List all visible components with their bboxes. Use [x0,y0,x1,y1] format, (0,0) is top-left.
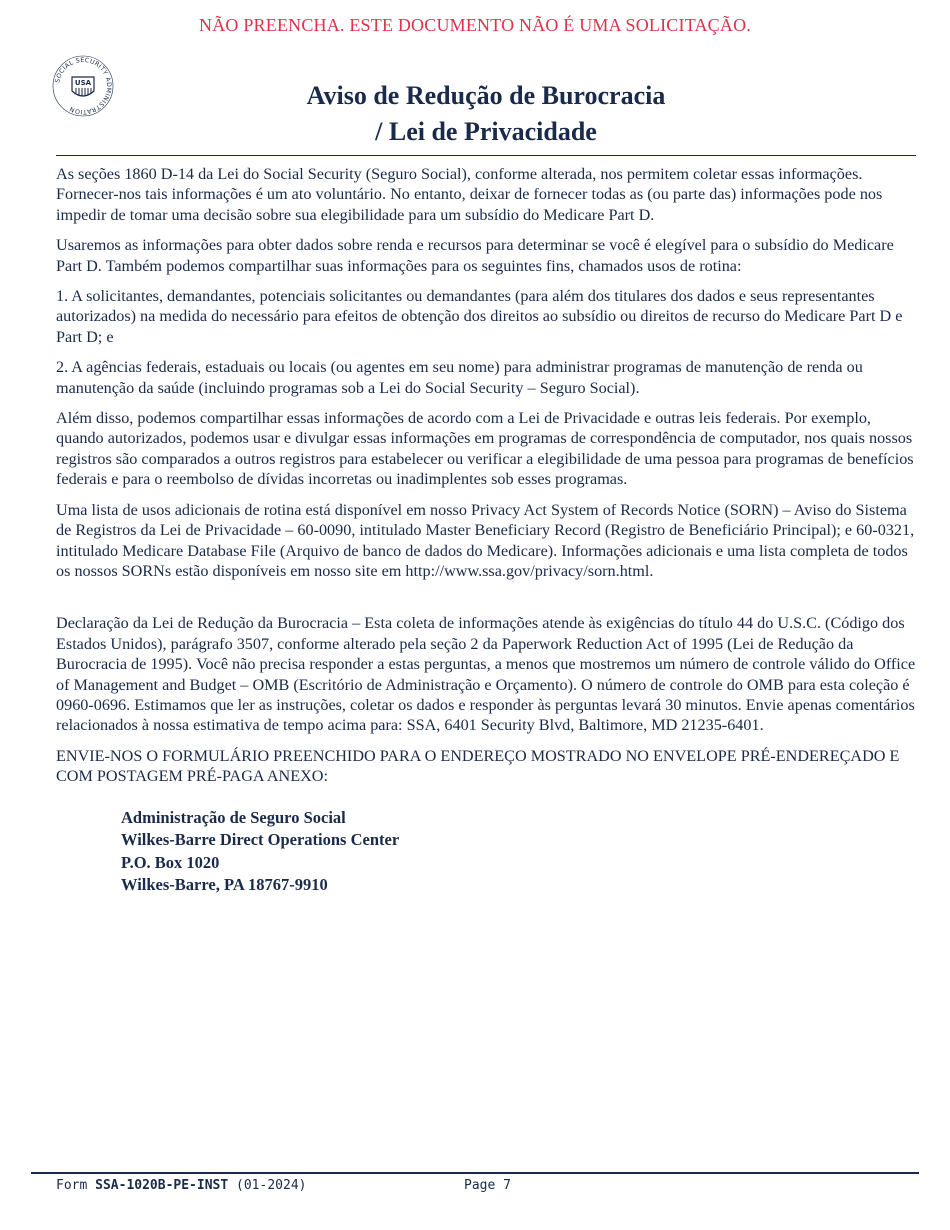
form-date: (01-2024) [236,1178,307,1193]
paragraph-sharing: Além disso, podemos compartilhar essas informações de acordo com a Lei de Privacidade e outras leis federais. Por exemplo, quando autorizados, podemos usar e divulgar essas informações em programas de correspondência de computador, nos quais nossos registros são comparados a outros registros para estabelecer ou verificar a elegibilidade de uma pessoa para programas de benefícios federais e para o reembolso de dívidas incorretas ou inadimplentes sob esses programas. [56,409,914,489]
footer-divider [31,1172,919,1174]
paragraph-usage: Usaremos as informações para obter dados sobre renda e recursos para determinar se você é elegível para o subsídio do Medicare Part D. Também podemos compartilhar suas informações para os seguintes fins, chamados usos de rotina: [56,236,894,275]
title-divider [56,155,916,156]
page-footer [56,1178,511,1193]
address-line-4: Wilkes-Barre, PA 18767-9910 [121,875,328,895]
do-not-fill-warning: NÃO PREENCHA. ESTE DOCUMENTO NÃO É UMA SOLICITAÇÃO. [199,15,751,35]
address-line-2: Wilkes-Barre Direct Operations Center [121,830,400,850]
paragraph-paperwork-reduction: Declaração da Lei de Redução da Burocracia – Esta coleta de informações atende às exigências do título 44 do U.S.C. (Código dos Estados Unidos), parágrafo 3507, conforme alterado pela seção 2 da Paperwork Reduction Act of 1995 (Lei de Redução da Burocracia de 1995). Você não precisa responder a estas perguntas, a menos que mostremos um número de controle válido do Office of Management and Budget – OMB (Escritório de Administração e Orçamento). O número de controle do OMB para esta coleção é 0960-0696. Estimamos que ler as instruções, coletar os dados e responder às perguntas levará 30 minutos. Envie apenas comentários relacionados à nossa estimativa de tempo acima para: SSA, 6401 Security Blvd, Baltimore, MD 21235-6401. [56,614,916,735]
paragraph-sorn: Uma lista de usos adicionais de rotina está disponível em nosso Privacy Act System of Records Notice (SORN) – Aviso do Sistema de Registros da Lei de Privacidade – 60-0090, intitulado Master Beneficiary Record (Registro de Beneficiário Principal); e 60-0321, intitulado Medicare Database File (Arquivo de banco de dados do Medicare). Informações adicionais e uma lista completa de todos os nossos SORNs estão disponíveis em nosso site em http://www.ssa.gov/privacy/sorn.html. [56,500,915,580]
svg-text:SOCIAL SECURITY ADMINISTRATION: SOCIAL SECURITY ADMINISTRATION [54,56,113,116]
page-number: Page 7 [464,1178,511,1193]
paragraph-mail-instructions: ENVIE-NOS O FORMULÁRIO PREENCHIDO PARA O ENDEREÇO MOSTRADO NO ENVELOPE PRÉ-ENDEREÇADO E COM POSTAGEM PRÉ-PAGA ANEXO: [56,746,900,786]
paragraph-routine-use-2: 2. A agências federais, estaduais ou locais (ou agentes em seu nome) para administrar programas de manutenção de renda ou manutenção da saúde (incluindo programas sob a Lei do Social Security – Seguro Social). [56,358,863,397]
svg-text:USA: USA [74,79,92,87]
page-title [0,78,950,150]
form-code: SSA-1020B-PE-INST [95,1178,229,1193]
address-line-1: Administração de Seguro Social [121,807,346,827]
form-label: Form [56,1178,88,1193]
title-line-2: / Lei de Privacidade [375,117,597,146]
notice-body [56,164,918,897]
title-line-1: Aviso de Redução de Burocracia [306,81,666,110]
address-line-3: P.O. Box 1020 [121,852,220,872]
mailing-address [121,807,918,897]
paragraph-routine-use-1: 1. A solicitantes, demandantes, potenciais solicitantes ou demandantes (para além dos titulares dos dados e seus representantes autorizados) na medida do necessário para efeitos de obtenção dos direitos ao subsídio ou direitos de recurso do Medicare Part D e Part D; e [56,287,903,346]
paragraph-authority: As seções 1860 D-14 da Lei do Social Security (Seguro Social), conforme alterada, nos permitem coletar essas informações. Fornecer-nos tais informações é um ato voluntário. No entanto, deixar de fornecer todas as (ou parte das) informações pode nos impedir de tomar uma decisão sobre sua elegibilidade para um subsídio do Medicare Part D. [56,165,883,224]
